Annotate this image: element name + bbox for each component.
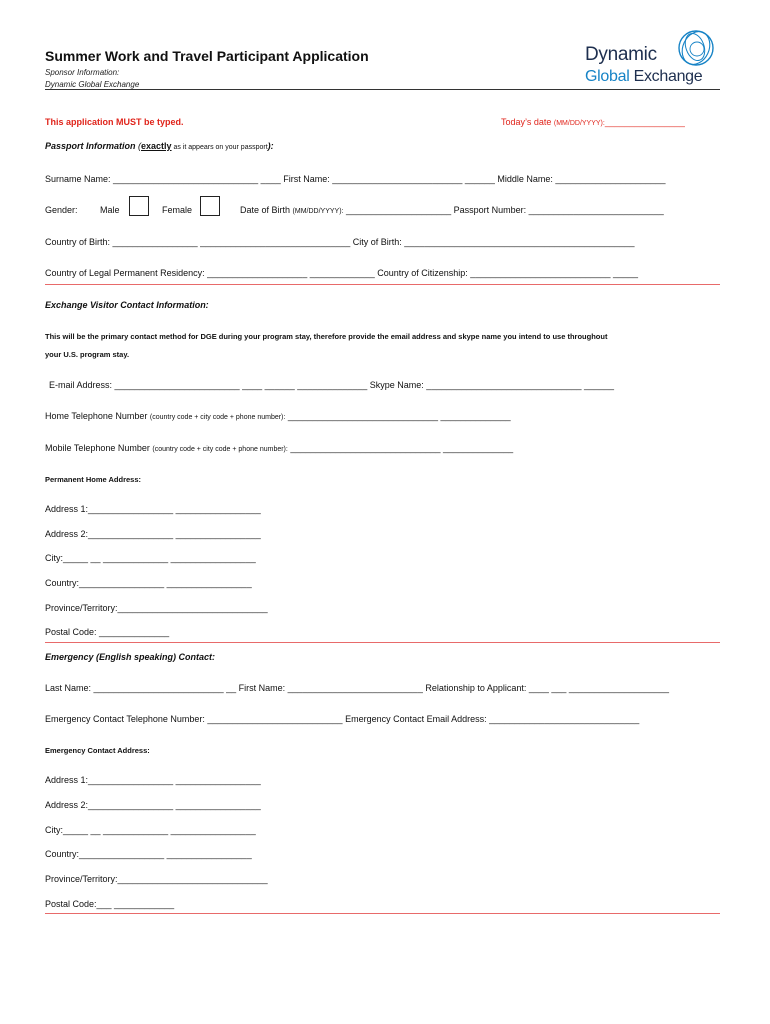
exchange-note-line2: your U.S. program stay. [45,350,130,359]
logo-word-dynamic: Dynamic [585,44,657,65]
todays-date-blank: ________________ [604,117,685,127]
form-title: Summer Work and Travel Participant Application [45,48,369,64]
name-fields-line[interactable]: Surname Name: _____________________________ ____ First Name: __________________________ ______ Middle Name: ______________________ [45,174,666,184]
male-label: Male [100,205,120,215]
passport-heading-label: Passport Information [45,141,136,151]
birth-place-line[interactable]: Country of Birth: _________________ ______________________________ City of Birth: ______________________________________________ [45,237,635,247]
passport-heading-open: ( [135,141,142,151]
passport-heading-close: ): [267,141,274,151]
home-address1-field[interactable]: Address 1:_________________ _________________ [45,504,261,514]
dob-label: Date of Birth [240,205,291,215]
logo-globe-icon [672,26,720,70]
email-skype-line[interactable]: E-mail Address: _________________________ ____ ______ ______________ Skype Name: _______________________________ ______ [49,380,615,390]
sponsor-name: Dynamic Global Exchange [45,80,140,89]
male-checkbox[interactable] [129,196,149,216]
emergency-contact-heading: Emergency (English speaking) Contact: [45,652,216,662]
passport-heading [45,141,274,151]
gender-label: Gender: [45,205,78,215]
home-province-field[interactable]: Province/Territory:______________________________ [45,603,268,613]
home-country-field[interactable]: Country:_________________ _________________ [45,578,252,588]
dob-passport-line[interactable] [240,205,664,215]
home-phone-format: (country code + city code + phone number): [149,414,286,421]
sponsor-label: Sponsor Information: [45,68,120,77]
emergency-phone-email-line[interactable]: Emergency Contact Telephone Number: ___________________________ Emergency Contact Email Address: ______________________________ [45,714,640,724]
female-label: Female [162,205,193,215]
emergency-city-field[interactable]: City:_____ __ _____________ _________________ [45,825,256,835]
female-checkbox[interactable] [200,196,220,216]
passport-heading-exactly: exactly [141,141,172,151]
home-phone-line[interactable] [45,411,511,421]
header-divider [45,89,720,90]
home-city-field[interactable]: City:_____ __ _____________ _________________ [45,553,256,563]
emergency-address1-field[interactable]: Address 1:_________________ _________________ [45,775,261,785]
home-address-heading: Permanent Home Address: [45,475,141,484]
logo-word-exchange: Exchange [629,68,703,85]
home-phone-label: Home Telephone Number [45,411,148,421]
must-be-typed-notice: This application MUST be typed. [45,117,184,127]
section-divider [45,913,720,914]
emergency-address2-field[interactable]: Address 2:_________________ _________________ [45,800,261,810]
home-address2-field[interactable]: Address 2:_________________ _________________ [45,529,261,539]
home-phone-blank: ______________________________ ______________ [285,411,511,421]
emergency-province-field[interactable]: Province/Territory:______________________________ [45,874,268,884]
emergency-postal-field[interactable]: Postal Code:___ ____________ [45,899,175,909]
emergency-country-field[interactable]: Country:_________________ _________________ [45,849,252,859]
home-postal-field[interactable]: Postal Code: ______________ [45,627,170,637]
logo-word-global-exchange [585,68,702,86]
exchange-contact-heading: Exchange Visitor Contact Information: [45,300,209,310]
emergency-address-heading: Emergency Contact Address: [45,746,150,755]
passport-heading-rest: as it appears on your passport [171,144,268,151]
mobile-phone-format: (country code + city code + phone number): [152,446,288,453]
mobile-phone-blank: ______________________________ ______________ [287,443,514,453]
mobile-phone-line[interactable] [45,443,513,453]
residency-citizenship-line[interactable]: Country of Legal Permanent Residency: ____________________ _____________ Country of Citizenship: ____________________________ _____ [45,268,638,278]
logo-word-global: Global [585,68,630,85]
todays-date-field[interactable] [501,117,685,127]
section-divider [45,284,720,285]
section-divider [45,642,720,643]
todays-date-format: (MM/DD/YYYY): [553,120,605,127]
todays-date-label: Today’s date [501,117,552,127]
dob-passport-blank: _____________________ Passport Number: ___________________________ [343,205,664,215]
emergency-names-line[interactable]: Last Name: __________________________ __ First Name: ___________________________ Relationship to Applicant: ____ ___ ____________________ [45,683,670,693]
dob-format: (MM/DD/YYYY): [292,208,344,215]
exchange-note-line1: This will be the primary contact method for DGE during your program stay, therefore provide the email address and skype name you intend to use throughout [45,332,608,341]
mobile-phone-label: Mobile Telephone Number [45,443,150,453]
